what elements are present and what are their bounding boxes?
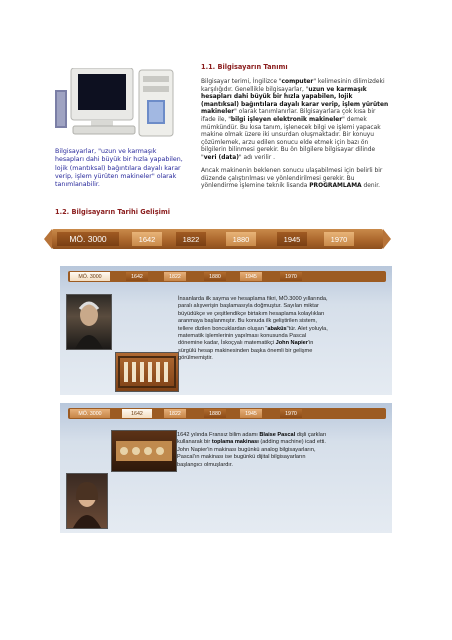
section-1-2-title: 1.2. Bilgisayarın Tarihi Gelişimi xyxy=(55,208,171,216)
timeline-item: 1822 xyxy=(176,232,206,246)
blaise-pascal-portrait xyxy=(66,473,108,529)
panel-2-text: 1642 yılında Fransız bilim adamı Blaise Pascal dişli çarkları kullanarak bir toplama makinası (adding machine) icad etti. John Napier'in makinası bugünkü analog bilgisayarların, Pascal'ın makinası ise bugünkü dijital bilgisayarların başlangıcı olmuşlardır. xyxy=(177,432,327,468)
panel-1-text: İnsanlarda ilk sayma ve hesaplama fikri, MÖ.3000 yıllarında, paralı alışverişin başlamasıyla doğmuştur. Sayılan miktar büyüdükçe ve çeşitlendikçe birtakım hesaplama kolaylıkları aranmaya başlanmıştır. Bu konuda ilk geliştirilen sistem, tellere dizilen boncuklardan oluşan "abaküs"tür. Alet yoluyla, matematik işlemlerinin yapılması konusunda Pascal dönemine kadar, İskoçyalı matematikçi John Napier'in sürgülü hesap makinesinden başka önemli bir gelişme görülmemiştir. xyxy=(178,296,328,362)
computer-illustration xyxy=(55,68,180,140)
section-1-1-paragraph-1: Bilgisayar terimi, İngilizce "computer" kelimesinin dilimizdeki karşılığıdır. Genellikle bilgisayarlar, "uzun ve karmaşık hesapları dahi büyük bir hızla yapabilen, lojik (mantıksal) bağıntılara dayalı karar verip, işlem yürüten makineler" olarak tanımlanırlar. Bilgisayarlara çok kısa bir ifade ile, "bilgi işleyen elektronik makineler" demek mümkündür. Bu kısa tanım, işlenecek bilgi ve işlemi yapacak makine olmak üzere iki unsurdan oluşmaktadır. Bir konuyu çözümlemek, arzu edilen sonucu elde etmek için bazı ön bilgilerin bilinmesi gerekir. Bu ön bilgilere bilgisayar dilinde "veri (data)" adı verilir . xyxy=(201,79,389,161)
timeline-item: 1642 xyxy=(126,272,148,281)
mini-timeline xyxy=(68,271,386,282)
timeline-item: 1945 xyxy=(277,232,307,246)
timeline-item: 1880 xyxy=(204,409,226,418)
intro-caption: Bilgisayarlar, "uzun ve karmaşık hesapları dahi büyük bir hızla yapabilen, lojik (mantıksal) bağıntılara dayalı karar verip, işlem yürüten makineler" olarak tanımlanabilir. xyxy=(55,148,183,189)
history-panel-2 xyxy=(60,403,392,533)
timeline-item: 1642 xyxy=(122,409,152,418)
timeline-item: MÖ. 3000 xyxy=(70,409,110,418)
timeline-item: 1945 xyxy=(240,272,262,281)
timeline-item: 1970 xyxy=(280,272,302,281)
timeline-item: 1970 xyxy=(324,232,354,246)
timeline-item: 1970 xyxy=(280,409,302,418)
timeline-item: 1642 xyxy=(132,232,162,246)
section-1-1-title: 1.1. Bilgisayarın Tanımı xyxy=(201,63,288,71)
history-panel-1 xyxy=(60,266,392,395)
arrow-left-icon xyxy=(44,229,52,249)
pascaline-machine-image xyxy=(111,430,177,472)
arrow-right-icon xyxy=(383,229,391,249)
timeline-item: 1880 xyxy=(204,272,226,281)
section-1-1-paragraph-2: Ancak makinenin beklenen sonucu ulaşabilmesi için belirli bir düzende çalıştırılması ve yönlendirilmesi gerekir. Bu yönlendirme işlemine teknik lisanda PROGRAMLAMA denir. xyxy=(201,168,383,190)
timeline-item: 1880 xyxy=(226,232,256,246)
abacus-image xyxy=(115,352,179,392)
timeline-bar xyxy=(52,229,383,249)
timeline-item: 1945 xyxy=(240,409,262,418)
timeline-item: 1822 xyxy=(164,409,186,418)
timeline-item: 1822 xyxy=(164,272,186,281)
mini-timeline xyxy=(68,408,386,419)
timeline-item: MÖ. 3000 xyxy=(70,272,110,281)
john-napier-portrait xyxy=(66,294,112,350)
timeline-item: MÖ. 3000 xyxy=(57,232,119,246)
